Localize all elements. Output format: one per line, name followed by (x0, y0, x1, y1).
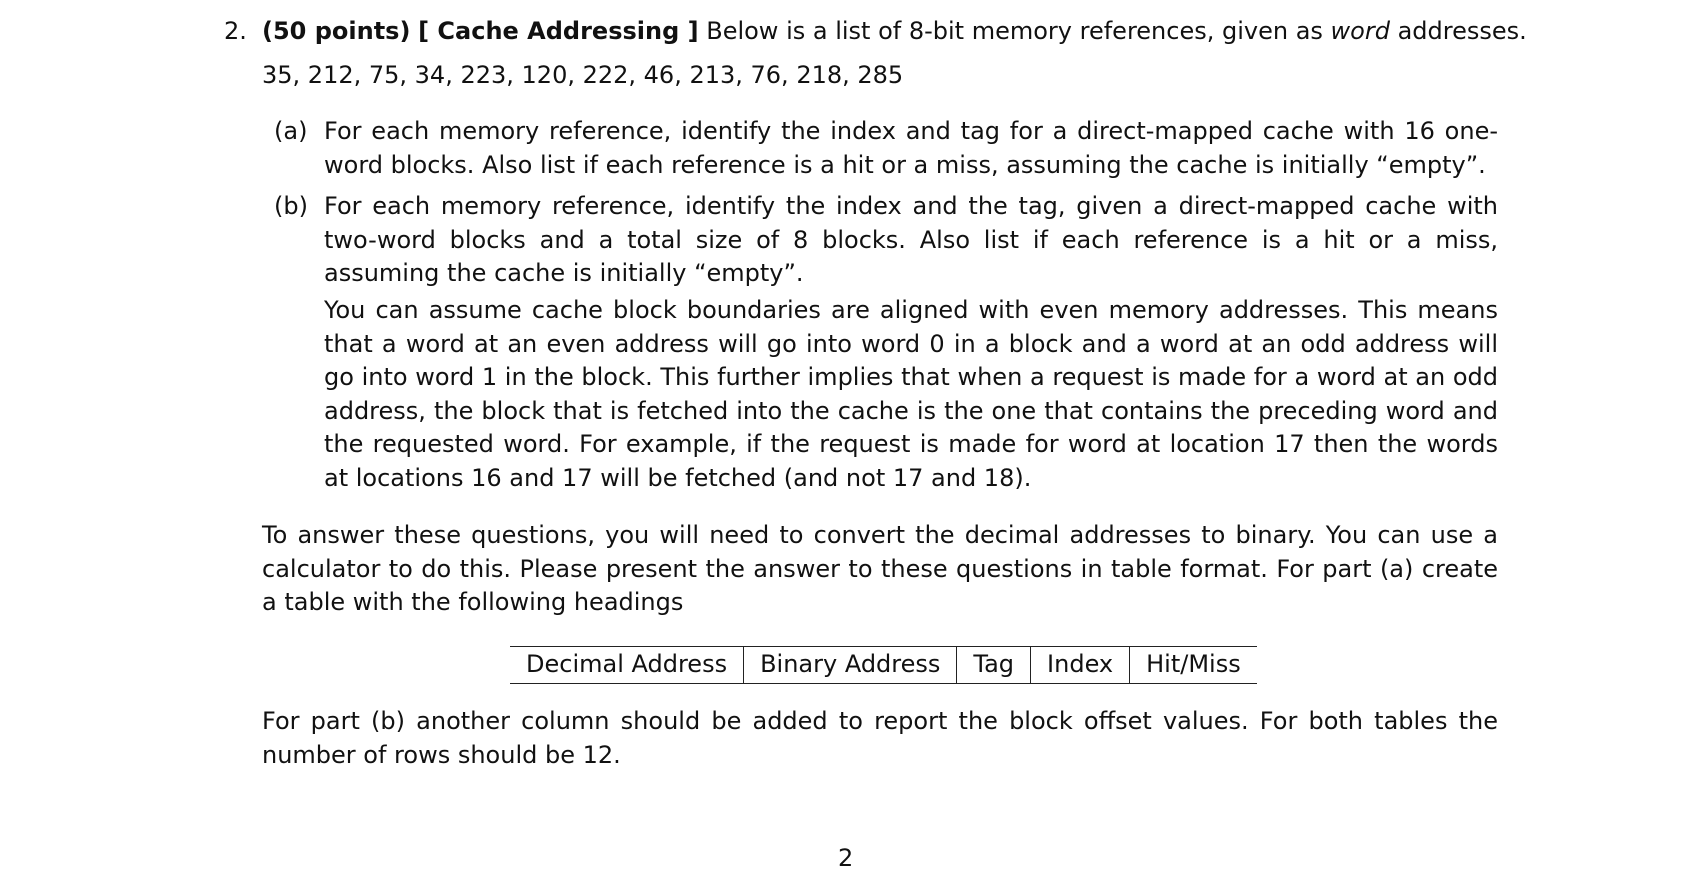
part-a-label: (a) (274, 117, 308, 145)
question-points: (50 points) (262, 17, 411, 45)
question-intro-before: Below is a list of 8-bit memory references, given as (698, 17, 1331, 45)
question-number: 2. (224, 17, 247, 45)
part-b-note: You can assume cache block boundaries are aligned with even memory addresses. This means that a word at an even address will go into word 0 in a block and a word at an odd address will go into word 1 in the block. This further implies that when a request is made for a word at an odd address, the block that is fetched into the cache is the one that contains the preceding word and the requested word. For example, if the request is made for word at location 17 then the words at locations 16 and 17 will be fetched (and not 17 and 18). (324, 296, 1498, 492)
question-intro-emph: word (1330, 17, 1390, 45)
page-number: 2 (838, 844, 854, 872)
table-heading: Index (1031, 647, 1130, 684)
part-b-text: For each memory reference, identify the index and the tag, given a direct-mapped cache with two-word blocks and a total size of 8 blocks. Also list if each reference is a hit or a miss, assuming the cache is initially “empty”. (324, 192, 1498, 287)
table-header-row (510, 647, 1257, 684)
table-heading: Binary Address (744, 647, 957, 684)
table-heading: Hit/Miss (1130, 647, 1257, 684)
part-b-label: (b) (274, 192, 308, 220)
headings-table (510, 646, 1257, 684)
table-heading: Decimal Address (510, 647, 744, 684)
question-topic: [ Cache Addressing ] (418, 17, 699, 45)
question-heading (262, 14, 1527, 48)
memory-references: 35, 212, 75, 34, 223, 120, 222, 46, 213, 76, 218, 285 (262, 61, 904, 89)
instructions-paragraph: To answer these questions, you will need to convert the decimal addresses to binary. You can use a calculator to do this. Please present the answer to these questions in table format. For part (a) create a table with the following headings (262, 521, 1498, 616)
table-heading: Tag (957, 647, 1031, 684)
closing-paragraph: For part (b) another column should be added to report the block offset values. For both tables the number of rows should be 12. (262, 707, 1498, 769)
question-intro-after: addresses. (1389, 17, 1527, 45)
part-a-text: For each memory reference, identify the index and tag for a direct-mapped cache with 16 one-word blocks. Also list if each reference is a hit or a miss, assuming the cache is initially “empty”. (324, 117, 1498, 179)
